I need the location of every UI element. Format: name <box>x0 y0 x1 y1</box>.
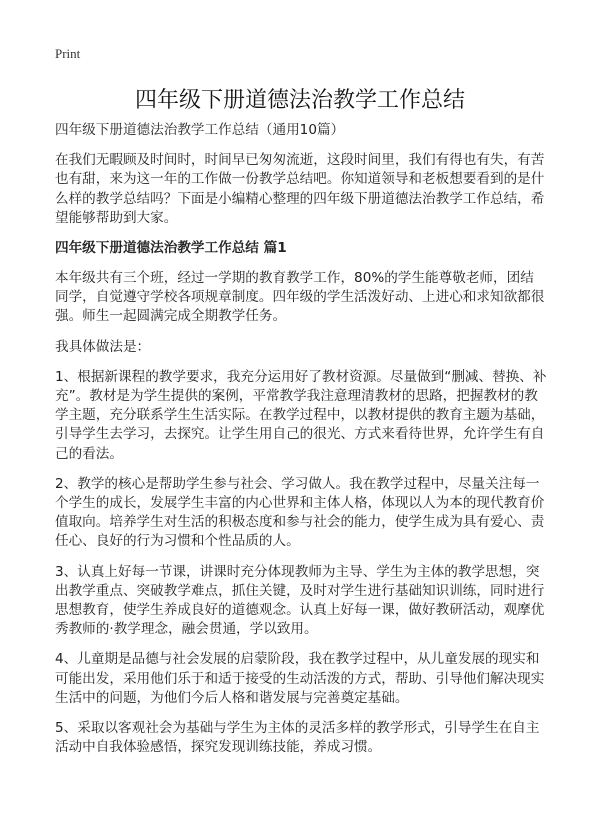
paragraph: 1、根据新课程的教学要求，我充分运用好了教材资源。尽量做到“删减、替换、补充”。教材是为学生提供的案例，平常教学我注意理清教材的思路，把握教材的教学主题，充分联系学生生活实际。在教学过程中，以教材提供的教育主题为基础，引导学生去学习，去探究。让学生用自己的很光、方式来看待世界，允许学生有自己的看法。 <box>55 368 547 462</box>
document-title: 四年级下册道德法治教学工作总结 <box>134 88 465 113</box>
paragraph: 5、采取以客观社会为基础与学生为主体的灵活多样的教学形式，引导学生在自主活动中自我体验感悟，探究发现训练技能，养成习惯。 <box>55 720 540 756</box>
document-subtitle: 四年级下册道德法治教学工作总结（通用10篇） <box>55 122 345 138</box>
document-body <box>55 121 547 768</box>
print-link[interactable]: Print <box>55 46 81 61</box>
paragraph: 2、教学的核心是帮助学生参与社会、学习做人。我在教学过程中，尽量关注每一个学生的成长，发展学生丰富的内心世界和主体人格，体现以人为本的现代教育价值取向。培养学生对生活的积极态度和参与社会的能力，使学生成为具有爱心、责任心、良好的行为习惯和个性品质的人。 <box>55 475 545 550</box>
paragraph: 3、认真上好每一节课，讲课时充分体现教师为主导、学生为主体的教学思想，突出教学重点、突破教学难点，抓住关键，及时对学生进行基础知识训练，同时进行思想教育，使学生养成良好的道德观念。认真上好每一课，做好教研活动，观摩优秀教师的·教学理念，融会贯通，学以致用。 <box>55 563 545 638</box>
paragraph: 4、儿童期是品德与社会发展的启蒙阶段，我在教学过程中，从儿童发展的现实和可能出发，采用他们乐于和适于接受的生动活泼的方式，帮助、引导他们解决现实生活中的问题，为他们今后人格和谐发展与完善奠定基础。 <box>55 651 545 706</box>
paragraph: 本年级共有三个班，经过一学期的教育教学工作，80%的学生能尊敬老师，团结同学，自觉遵守学校各项规章制度。四年级的学生活泼好动、上进心和求知欲都很强。师生一起圆满完成全期教学任务。 <box>55 270 545 325</box>
paragraph: 我具体做法是： <box>55 338 151 355</box>
intro-paragraph: 在我们无暇顾及时间时，时间早已匆匆流逝，这段时间里，我们有得也有失，有苦也有甜，来为这一年的工作做一份教学总结吧。你知道领导和老板想要看到的是什么样的教学总结吗？下面是小编精心整理的四年级下册道德法治教学工作总结，希望能够帮助到大家。 <box>55 152 545 226</box>
section-heading: 四年级下册道德法治教学工作总结 篇1 <box>55 240 287 257</box>
